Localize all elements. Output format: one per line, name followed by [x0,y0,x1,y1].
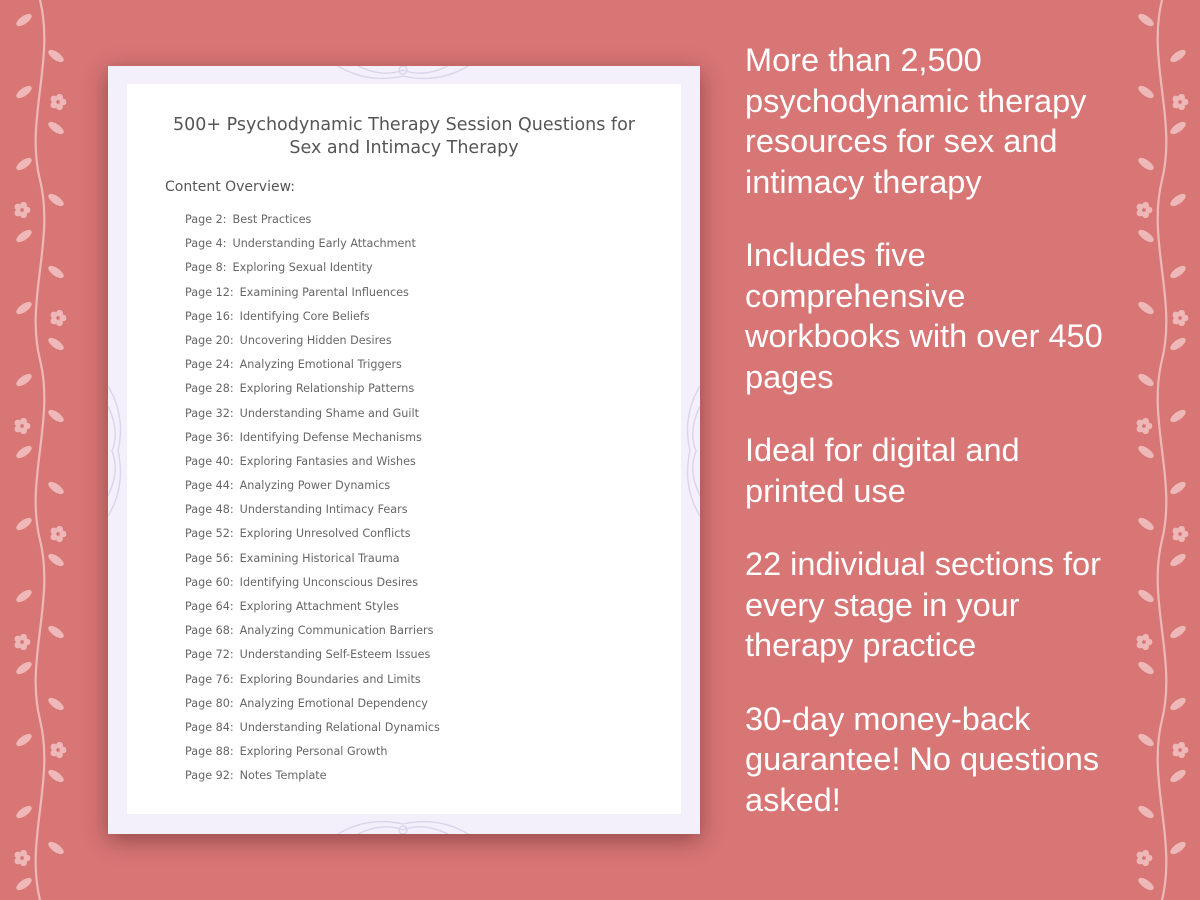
leaf-icon [1168,480,1187,497]
leaf-icon [1168,192,1187,209]
toc-page-number: Page 88: [185,745,234,759]
toc-page-number: Page 8: [185,261,227,275]
flower-petal-icon [15,858,22,865]
toc-page-number: Page 32: [185,406,234,420]
toc-item [185,716,440,740]
toc-page-number: Page 20: [185,333,234,347]
toc-item [185,329,440,353]
leaf-icon [1168,264,1187,281]
flower-petal-icon [56,310,63,317]
flower-petal-icon [20,634,27,641]
toc-item [185,498,440,522]
toc-topic: Understanding Intimacy Fears [239,503,408,517]
leaf-icon [14,156,33,173]
toc-item [185,377,440,401]
toc-topic: Analyzing Emotional Triggers [239,358,402,372]
content-overview-label: Content Overview: [165,179,295,195]
toc-item [185,692,440,716]
leaf-icon [1136,84,1155,101]
toc-topic: Analyzing Power Dynamics [239,479,391,493]
toc-page-number: Page 48: [185,503,234,517]
flower-petal-icon [51,318,58,325]
leaf-icon [1136,300,1155,317]
toc-page-number: Page 52: [185,527,234,541]
toc-item [185,232,440,256]
leaf-icon [14,12,33,29]
toc-item [185,402,440,426]
toc-item [185,619,440,643]
leaf-icon [1136,588,1155,605]
toc-page-number: Page 80: [185,696,234,710]
toc-page-number: Page 60: [185,575,234,589]
flower-petal-icon [1178,526,1185,533]
toc-topic: Understanding Shame and Guilt [239,406,419,420]
leaf-icon [1136,804,1155,821]
toc-item [185,426,440,450]
flower-petal-icon [15,210,22,217]
document-title: 500+ Psychodynamic Therapy Session Questions for Sex and Intimacy Therapy [173,115,635,158]
leaf-icon [14,444,33,461]
flower-petal-icon [51,750,58,757]
vine-icon [1158,0,1167,900]
leaf-icon [46,264,65,281]
leaf-icon [1168,48,1187,65]
mandala-icon [681,376,700,526]
feature-list [745,40,1115,853]
leaf-icon [1136,228,1155,245]
toc-page-number: Page 72: [185,648,234,662]
flower-petal-icon [51,102,58,109]
flower-petal-icon [1142,202,1149,209]
leaf-icon [1168,624,1187,641]
flower-petal-icon [1178,310,1185,317]
toc-topic: Examining Parental Influences [239,285,409,299]
leaf-icon [46,408,65,425]
leaf-icon [1136,12,1155,29]
toc-item [185,595,440,619]
toc-item [185,353,440,377]
floral-vine-right [1122,0,1200,900]
toc-item [185,668,440,692]
leaf-icon [46,48,65,65]
toc-item [185,740,440,764]
toc-page-number: Page 12: [185,285,234,299]
toc-item [185,281,440,305]
feature-text: 22 individual sections for every stage in your therapy practice [745,546,1101,663]
document-page [127,84,681,814]
toc-topic: Exploring Relationship Patterns [239,382,415,396]
toc-item [185,764,440,788]
toc-topic: Understanding Self-Esteem Issues [239,648,431,662]
leaf-icon [14,228,33,245]
leaf-icon [1136,372,1155,389]
leaf-icon [1136,444,1155,461]
flower-petal-icon [1142,634,1149,641]
leaf-icon [14,804,33,821]
leaf-icon [1136,516,1155,533]
toc-topic: Identifying Core Beliefs [239,309,370,323]
mandala-icon [108,376,127,526]
feature-text: Ideal for digital and printed use [745,432,1020,509]
toc-topic: Exploring Unresolved Conflicts [239,527,411,541]
leaf-icon [14,300,33,317]
flower-petal-icon [1137,210,1144,217]
toc-page-number: Page 24: [185,358,234,372]
leaf-icon [46,624,65,641]
toc-page-number: Page 64: [185,600,234,613]
document-mockup [108,66,700,834]
leaf-icon [1168,840,1187,857]
flower-petal-icon [1137,858,1144,865]
toc-topic: Understanding Relational Dynamics [239,720,440,734]
leaf-icon [46,552,65,569]
leaf-icon [46,192,65,209]
toc-item [185,547,440,571]
toc-topic: Uncovering Hidden Desires [239,333,392,347]
toc-page-number: Page 36: [185,430,234,444]
leaf-icon [14,372,33,389]
floral-vine-left [0,0,80,900]
leaf-icon [1168,336,1187,353]
toc-page-number: Page 92: [185,769,234,783]
toc-page-number: Page 84: [185,720,234,734]
leaf-icon [1136,660,1155,677]
leaf-icon [1168,552,1187,569]
leaf-icon [14,84,33,101]
toc-page-number: Page 40: [185,454,234,468]
toc-page-number: Page 56: [185,551,234,565]
toc-topic: Exploring Boundaries and Limits [239,672,421,686]
toc-topic: Exploring Fantasies and Wishes [239,454,416,468]
toc-item [185,643,440,667]
flower-petal-icon [1173,318,1180,325]
toc-topic: Exploring Attachment Styles [239,600,399,613]
flower-petal-icon [1178,94,1185,101]
toc-topic: Exploring Personal Growth [239,745,388,759]
leaf-icon [46,336,65,353]
toc-page-number: Page 28: [185,382,234,396]
feature-text: 30-day money-back guarantee! No questions asked! [745,700,1100,818]
table-of-contents [185,208,440,789]
leaf-icon [1136,876,1155,893]
toc-page-number: Page 16: [185,309,234,323]
flower-petal-icon [1137,642,1144,649]
toc-item [185,571,440,595]
flower-petal-icon [1142,850,1149,857]
toc-topic: Best Practices [232,213,312,226]
toc-item [185,256,440,280]
leaf-icon [46,840,65,857]
flower-petal-icon [1173,102,1180,109]
flower-petal-icon [20,418,27,425]
leaf-icon [1168,120,1187,137]
mandala-icon [328,66,478,84]
leaf-icon [14,876,33,893]
leaf-icon [14,660,33,677]
toc-topic: Understanding Early Attachment [232,237,416,251]
leaf-icon [14,516,33,533]
flower-petal-icon [1142,418,1149,425]
toc-topic: Exploring Sexual Identity [232,261,373,275]
leaf-icon [46,120,65,137]
flower-petal-icon [15,426,22,433]
leaf-icon [1168,696,1187,713]
leaf-icon [1168,768,1187,785]
toc-item [185,474,440,498]
toc-topic: Notes Template [239,769,327,783]
toc-page-number: Page 2: [185,213,227,226]
flower-petal-icon [1178,742,1185,749]
toc-item [185,208,440,232]
feature-text: Includes five comprehensive workbooks with over 450 pages [745,237,1103,395]
toc-topic: Examining Historical Trauma [239,551,400,565]
flower-petal-icon [51,534,58,541]
toc-item [185,305,440,329]
toc-page-number: Page 44: [185,479,234,493]
toc-page-number: Page 4: [185,237,227,251]
toc-topic: Analyzing Emotional Dependency [239,696,428,710]
toc-topic: Identifying Defense Mechanisms [239,430,422,444]
flower-petal-icon [56,742,63,749]
mandala-icon [328,816,478,834]
toc-page-number: Page 68: [185,624,234,638]
flower-petal-icon [1137,426,1144,433]
leaf-icon [1136,732,1155,749]
flower-petal-icon [1173,750,1180,757]
leaf-icon [1136,156,1155,173]
leaf-icon [46,696,65,713]
feature-text: More than 2,500 psychodynamic therapy resources for sex and intimacy therapy [745,42,1087,200]
leaf-icon [14,588,33,605]
toc-item [185,450,440,474]
toc-topic: Identifying Unconscious Desires [239,575,419,589]
flower-petal-icon [56,94,63,101]
leaf-icon [14,732,33,749]
flower-petal-icon [20,202,27,209]
flower-petal-icon [20,850,27,857]
vine-icon [36,0,45,900]
toc-topic: Analyzing Communication Barriers [239,624,434,638]
flower-petal-icon [56,526,63,533]
toc-item [185,522,440,546]
toc-page-number: Page 76: [185,672,234,686]
flower-petal-icon [15,642,22,649]
flower-petal-icon [1173,534,1180,541]
leaf-icon [46,768,65,785]
leaf-icon [46,480,65,497]
leaf-icon [1168,408,1187,425]
